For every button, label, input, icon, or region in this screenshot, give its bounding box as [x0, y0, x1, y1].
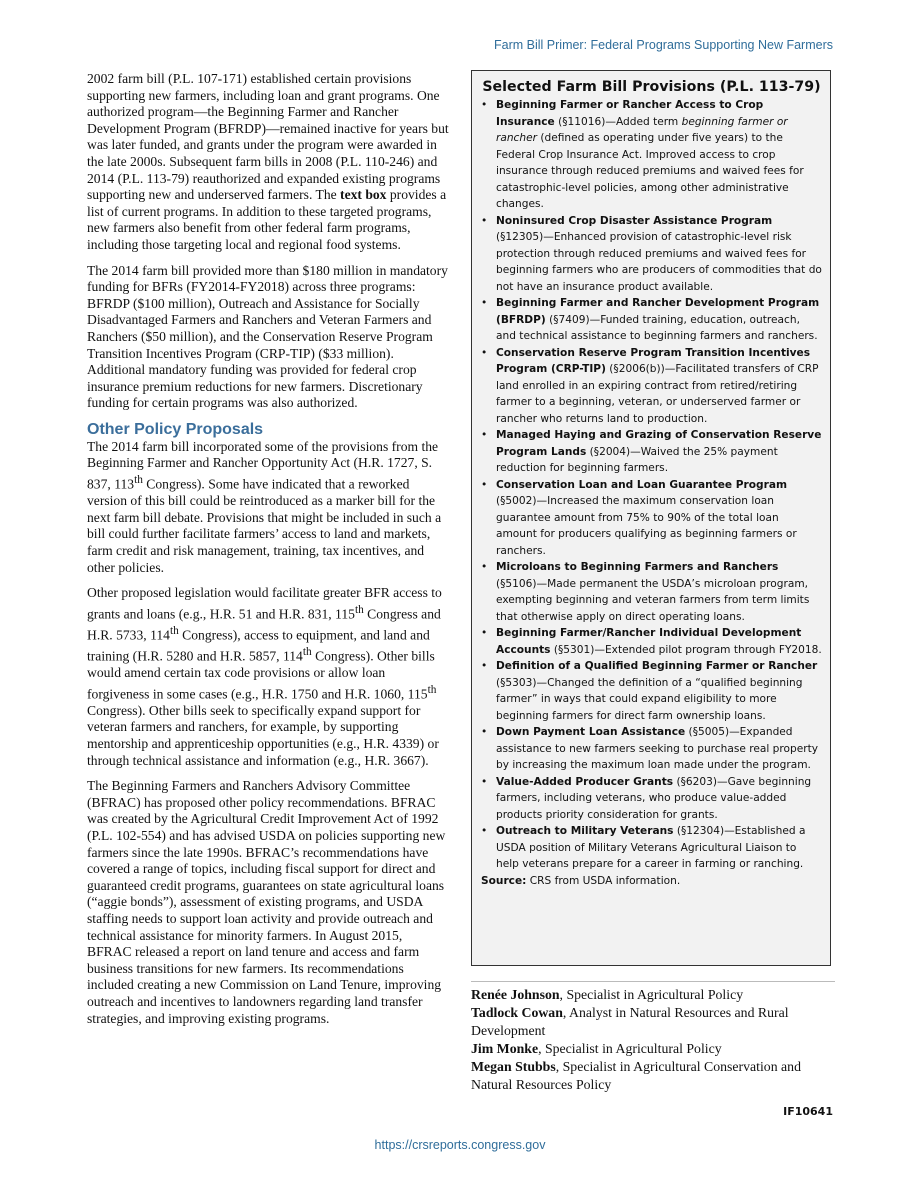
- left-column: [87, 71, 449, 1036]
- text-box-title: Selected Farm Bill Provisions (P.L. 113-79): [482, 79, 821, 95]
- bullet-icon: •: [481, 478, 488, 491]
- bullet-icon: •: [481, 775, 488, 788]
- bullet-icon: •: [481, 214, 488, 227]
- report-code: IF10641: [783, 1105, 833, 1118]
- list-item: • Down Payment Loan Assistance (§5005)—Expanded assistance to new farmers seeking to purchase real property by increasing the maximum loan made under the program.: [481, 726, 819, 771]
- author-list: [471, 981, 835, 1094]
- bullet-icon: •: [481, 297, 488, 309]
- list-item: • Beginning Farmer or Rancher Access to Crop Insurance (§11016)—Added term beginning farmer or rancher (defined as operating under five years) to the Federal Crop Insurance Act. Improved access to crop insurance through reduced premiums and waived fees for catastrophic-level policies, among other administrative changes.: [481, 99, 804, 210]
- list-item: • Outreach to Military Veterans (§12304)—Established a USDA position of Military Veterans Agricultural Liaison to help veterans prepare for a career in farming or ranching.: [481, 825, 806, 870]
- list-item: • Conservation Loan and Loan Guarantee Program (§5002)—Increased the maximum conservation loan guarantee amount from 75% to 90% of the total loan amount for producers qualifying as beginning farmers or ranchers.: [481, 478, 797, 557]
- paragraph-proposed-legislation: Other proposed legislation would facilitate greater BFR access to grants and loans (e.g., H.R. 51 and H.R. 831, 115th Congress and H.R. 5733, 114th Congress), access to equipment, and land and training (H.R. 5280 and H.R. 5857, 114th Congress). Other bills would amend certain tax code provisions or allow loan forgiveness in some cases (e.g., H.R. 1750 and H.R. 1060, 115th Congress). Other bills seek to specifically expand support for veteran farmers and ranchers, for example, by supporting mentorship and apprenticeship opportunities (e.g., H.R. 4339) or through technical assistance and information (e.g., H.R. 3667).: [87, 585, 442, 768]
- provisions-text-box: [471, 70, 831, 966]
- bullet-icon: •: [481, 825, 488, 837]
- list-item: • Conservation Reserve Program Transition Incentives Program (CRP-TIP) (§2006(b))—Facilitated transfers of CRP land enrolled in an expiring contract from retired/retiring farmer to a beginning, veteran, or underserved farmer or rancher who returns land to production.: [481, 346, 819, 425]
- paragraph-2014-farm-bill: The 2014 farm bill incorporated some of the provisions from the Beginning Farmer and Rancher Opportunity Act (H.R. 1727, S. 837, 113th Congress). Some have indicated that a reworked version of this bill could be reintroduced as a marker bill for the next farm bill debate. Provisions that might be included in such a bill could further facilitate farmers’ access to land and markets, farm credit and risk management, training, tax incentives, and other policies.: [87, 438, 442, 575]
- bullet-icon: •: [481, 429, 488, 441]
- author-entry: Renée Johnson, Specialist in Agricultural Policy: [471, 987, 744, 1002]
- paragraph-history: 2002 farm bill (P.L. 107-171) established certain provisions supporting new farmers, including loan and grant programs. One authorized program—the Beginning Farmer and Rancher Development Program (BFRDP)—remained inactive for years but was later funded, and grants under the program were awarded in the late 2000s. Subsequent farm bills in 2008 (P.L. 110-246) and 2014 (P.L. 113-79) reauthorized and expanded existing programs supporting new and underserved farmers. The text box provides a list of current programs. In addition to these targeted programs, new farmers also benefit from other federal farm programs, including those targeting local and regional food systems.: [87, 71, 449, 252]
- list-item: • Microloans to Beginning Farmers and Ranchers (§5106)—Made permanent the USDA’s microloan program, exempting beginning and veteran farmers from term limits that otherwise apply on direct operating loans.: [481, 561, 810, 623]
- bullet-icon: •: [481, 346, 488, 359]
- source-note: Source: CRS from USDA information.: [481, 874, 681, 887]
- list-item: • Value-Added Producer Grants (§6203)—Gave beginning farmers, including veterans, who produce value-added products priority consideration for grants.: [481, 775, 812, 821]
- footer-url[interactable]: https://crsreports.congress.gov: [374, 1138, 546, 1152]
- bullet-icon: •: [481, 726, 488, 738]
- running-header: Farm Bill Primer: Federal Programs Supporting New Farmers: [494, 38, 833, 52]
- list-item: • Managed Haying and Grazing of Conservation Reserve Program Lands (§2004)—Waived the 25% payment reduction for beginning farmers.: [481, 429, 822, 474]
- section-heading: Other Policy Proposals: [87, 420, 264, 438]
- list-item: • Beginning Farmer/Rancher Individual Development Accounts (§5301)—Extended pilot program through FY2018.: [481, 627, 822, 656]
- paragraph-funding: The 2014 farm bill provided more than $180 million in mandatory funding for BFRs (FY2014-FY2018) across three programs: BFRDP ($100 million), Outreach and Assistance for Socially Disadvantaged Farmers and Ranchers and Veteran Farmers and Ranchers ($50 million), and the Conservation Reserve Program Transition Incentives Program (CRP-TIP) ($33 million). Additional mandatory funding was provided for federal crop insurance premium reductions for new farmers. Discretionary funding for certain programs was also authorized.: [87, 262, 448, 411]
- bullet-icon: •: [481, 99, 488, 111]
- author-entry: Megan Stubbs, Specialist in Agricultural Conservation and Natural Resources Policy: [471, 1059, 801, 1092]
- provisions-list: [481, 97, 822, 873]
- bullet-icon: •: [481, 561, 488, 573]
- bullet-icon: •: [481, 627, 488, 639]
- text-box-reference: text box: [340, 187, 387, 203]
- paragraph-bfrac: The Beginning Farmers and Ranchers Advisory Committee (BFRAC) has proposed other policy recommendations. BFRAC was created by the Agricultural Credit Improvement Act of 1992 (P.L. 102-554) and has advised USDA on policies supporting new farmers since the late 1990s. BFRAC’s recommendations have covered a range of topics, including fiscal support for direct and guaranteed credit programs, guarantees on state agricultural loans (“aggie bonds”), assessment of existing programs, and USDA staffing needs to support loan activity and provide outreach and technical assistance for minority farmers. In August 2015, BFRAC released a report on land tenure and access and farm business transitions for new farmers. Its recommendations included creating a new Commission on Land Tenure, improving outreach and incentives to landowners regarding land transfer strategies, and improving existing programs.: [87, 778, 446, 1026]
- list-item: • Beginning Farmer and Rancher Development Program (BFRDP) (§7409)—Funded training, education, outreach, and technical assistance to beginning farmers and ranchers.: [481, 297, 820, 342]
- author-entry: Tadlock Cowan, Analyst in Natural Resources and Rural Development: [471, 1005, 789, 1038]
- list-item: • Definition of a Qualified Beginning Farmer or Rancher (§5303)—Changed the definition of a “qualified beginning farmer” in ways that could expand eligibility to more beginning farmers for direct farm ownership loans.: [481, 660, 818, 722]
- bullet-icon: •: [481, 660, 488, 672]
- list-item: • Noninsured Crop Disaster Assistance Program (§12305)—Enhanced provision of catastrophic-level risk protection through reduced premiums and waived fees for beginning farmers who are producers of commodities that do not have an insurance product available.: [481, 214, 822, 293]
- author-entry: Jim Monke, Specialist in Agricultural Policy: [471, 1041, 722, 1056]
